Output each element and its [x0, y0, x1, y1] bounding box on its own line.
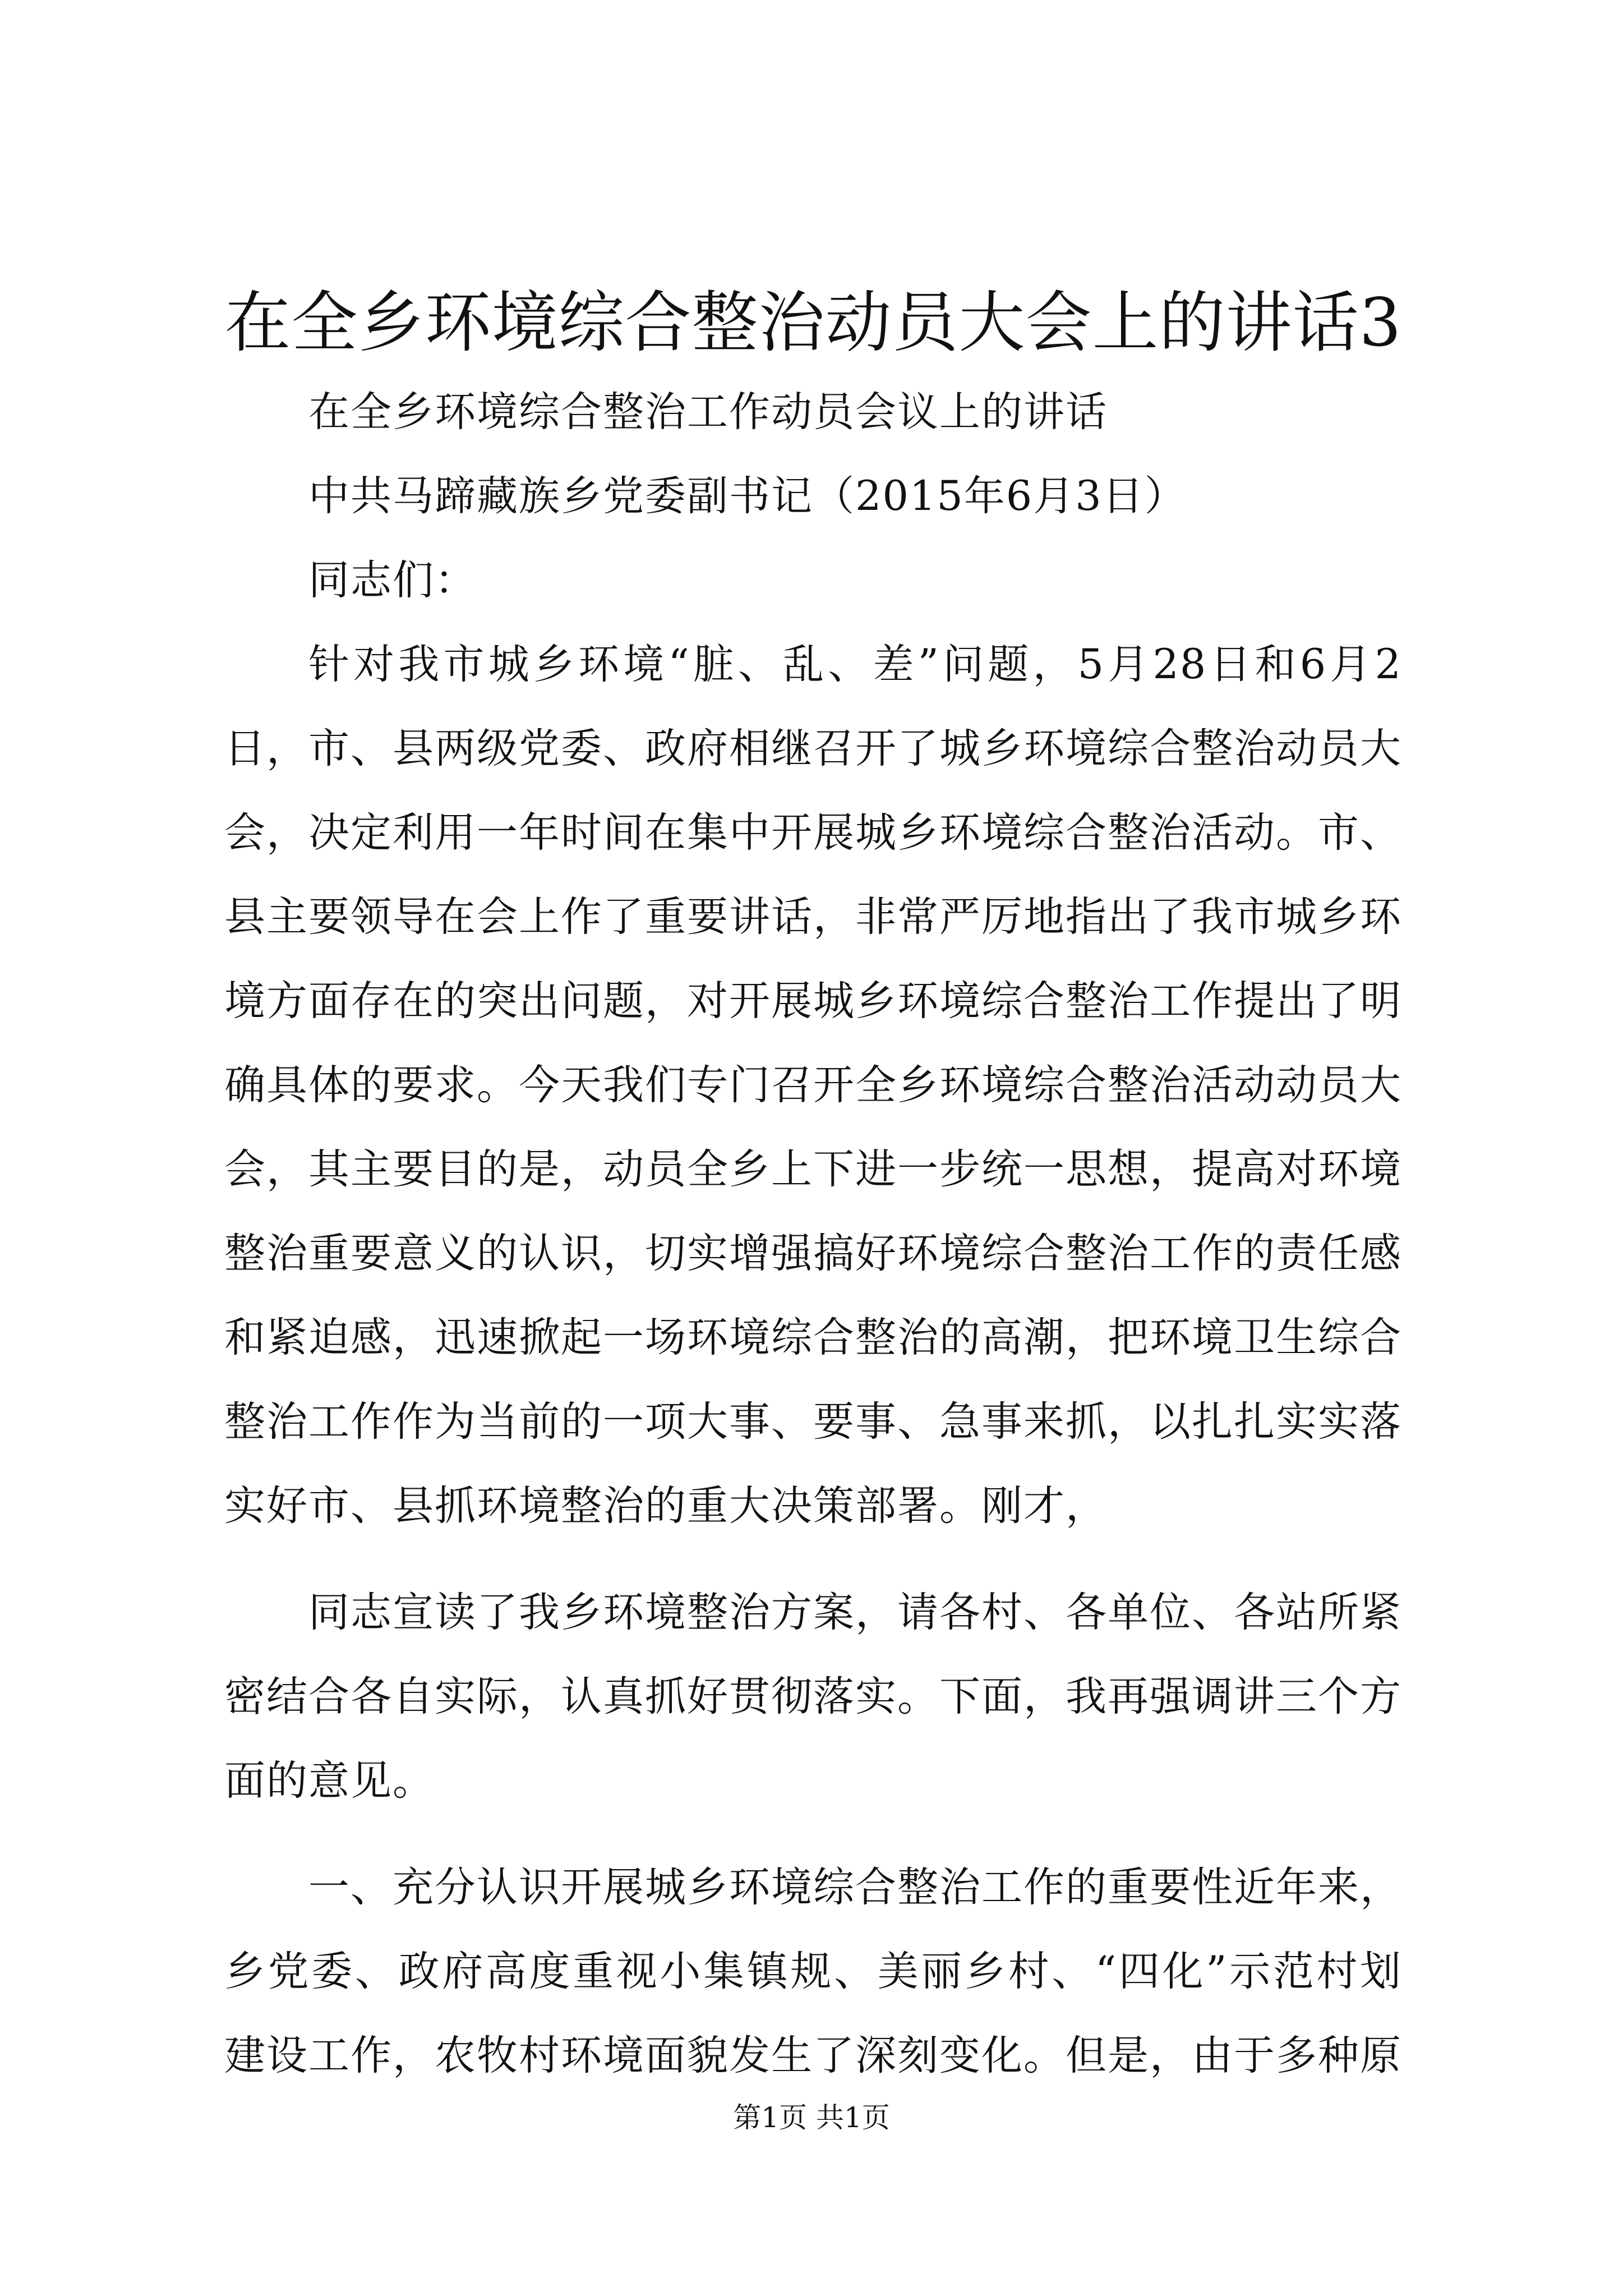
salutation: 同志们：	[308, 556, 477, 604]
document-body	[224, 370, 1402, 2098]
body-paragraph: 同志宣读了我乡环境整治方案，请各村、各单位、各站所紧密结合各自实际，认真抓好贯彻落实。下面，我再强调讲三个方面的意见。	[224, 1589, 1402, 1805]
document-title: 在全乡环境综合整治动员大会上的讲话3	[224, 284, 1402, 361]
body-paragraph: 针对我市城乡环境“脏、乱、差”问题，5月28日和6月2日，市、县两级党委、政府相继召开了城乡环境综合整治动员大会，决定利用一年时间在集中开展城乡环境综合整治活动。市、县主要领导在会上作了重要讲话，非常严厉地指出了我市城乡环境方面存在的突出问题，对开展城乡环境综合整治工作提出了明确具体的要求。今天我们专门召开全乡环境综合整治活动动员大会，其主要目的是，动员全乡上下进一步统一思想，提高对环境整治重要意义的认识，切实增强搞好环境综合整治工作的责任感和紧迫感，迅速掀起一场环境综合整治的高潮，把环境卫生综合整治工作作为当前的一项大事、要事、急事来抓，以扎扎实实落实好市、县抓环境整治的重大决策部署。刚才，	[224, 641, 1402, 1530]
speech-heading: 在全乡环境综合整治工作动员会议上的讲话	[308, 388, 1108, 436]
page-footer: 第1页 共1页	[733, 2101, 890, 2134]
body-paragraph: 一、充分认识开展城乡环境综合整治工作的重要性近年来，乡党委、政府高度重视小集镇规、美丽乡村、“四化”示范村划建设工作，农牧村环境面貌发生了深刻变化。但是，由于多种原	[224, 1864, 1402, 2079]
speaker-line: 中共马蹄藏族乡党委副书记（2015年6月3日）	[308, 472, 1187, 520]
